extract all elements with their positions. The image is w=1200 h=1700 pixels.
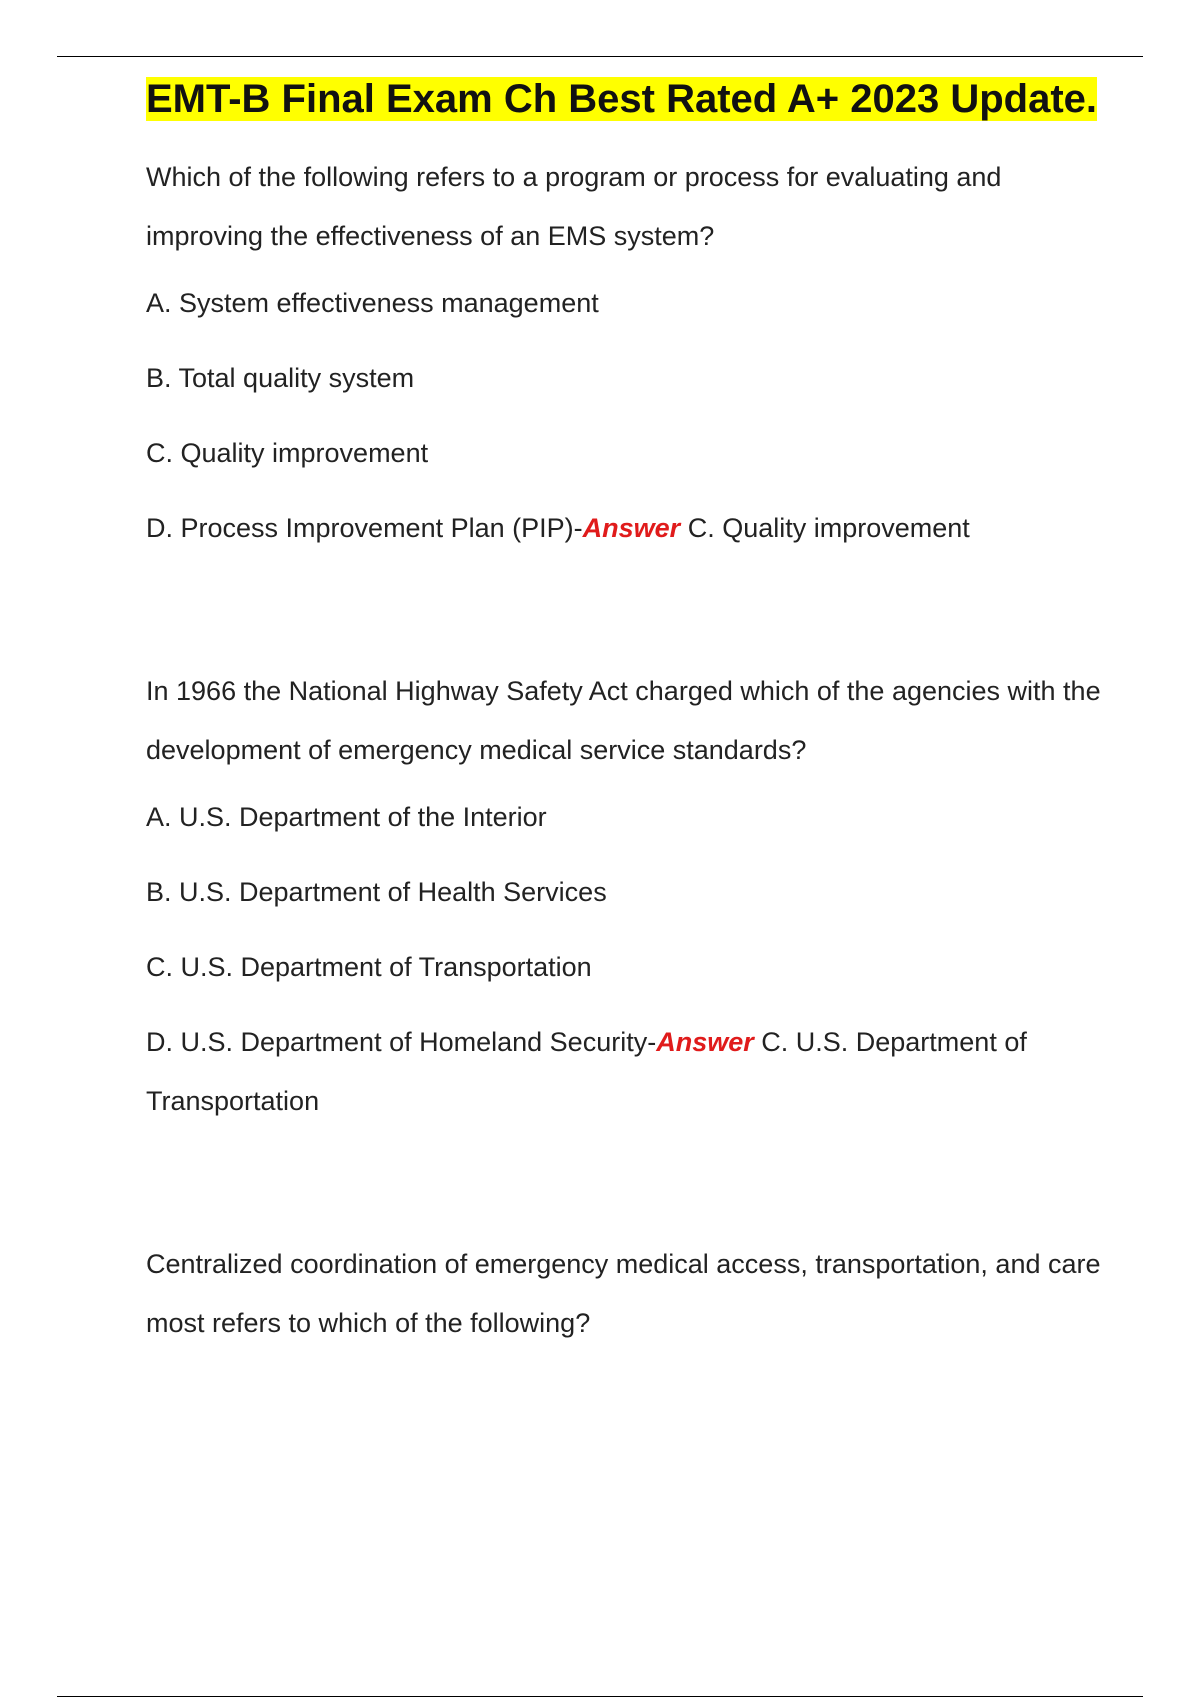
question-text: Which of the following refers to a program or process for evaluating and improving the effectiveness of an EMS system?	[146, 162, 1002, 251]
question-block-2	[146, 662, 1106, 1131]
document-body	[146, 70, 1106, 1361]
top-rule	[57, 56, 1143, 57]
bottom-rule	[57, 1696, 1143, 1697]
answer-text: C. U.S. Department of Transportation	[146, 1027, 1027, 1116]
document-title: EMT-B Final Exam Ch Best Rated A+ 2023 Update.	[146, 77, 1097, 121]
option-c: C. U.S. Department of Transportation	[146, 952, 592, 982]
option-d: D. Process Improvement Plan (PIP)-	[146, 513, 583, 543]
option-a: A. System effectiveness management	[146, 288, 599, 318]
question-block-3	[146, 1235, 1106, 1353]
option-d-with-answer	[146, 499, 1106, 558]
option-b: B. U.S. Department of Health Services	[146, 877, 607, 907]
option-a: A. U.S. Department of the Interior	[146, 802, 547, 832]
answer-text: C. Quality improvement	[680, 513, 970, 543]
answer-label: Answer	[656, 1027, 754, 1057]
spacer	[146, 574, 1106, 662]
option-b: B. Total quality system	[146, 363, 415, 393]
question-text: Centralized coordination of emergency medical access, transportation, and care most refers to which of the following?	[146, 1249, 1101, 1338]
option-c: C. Quality improvement	[146, 438, 429, 468]
question-text: In 1966 the National Highway Safety Act charged which of the agencies with the development of emergency medical service standards?	[146, 676, 1101, 765]
option-d-with-answer	[146, 1013, 1106, 1131]
spacer	[146, 1147, 1106, 1235]
option-d: D. U.S. Department of Homeland Security-	[146, 1027, 657, 1057]
question-block-1	[146, 148, 1106, 558]
answer-label: Answer	[582, 513, 681, 543]
